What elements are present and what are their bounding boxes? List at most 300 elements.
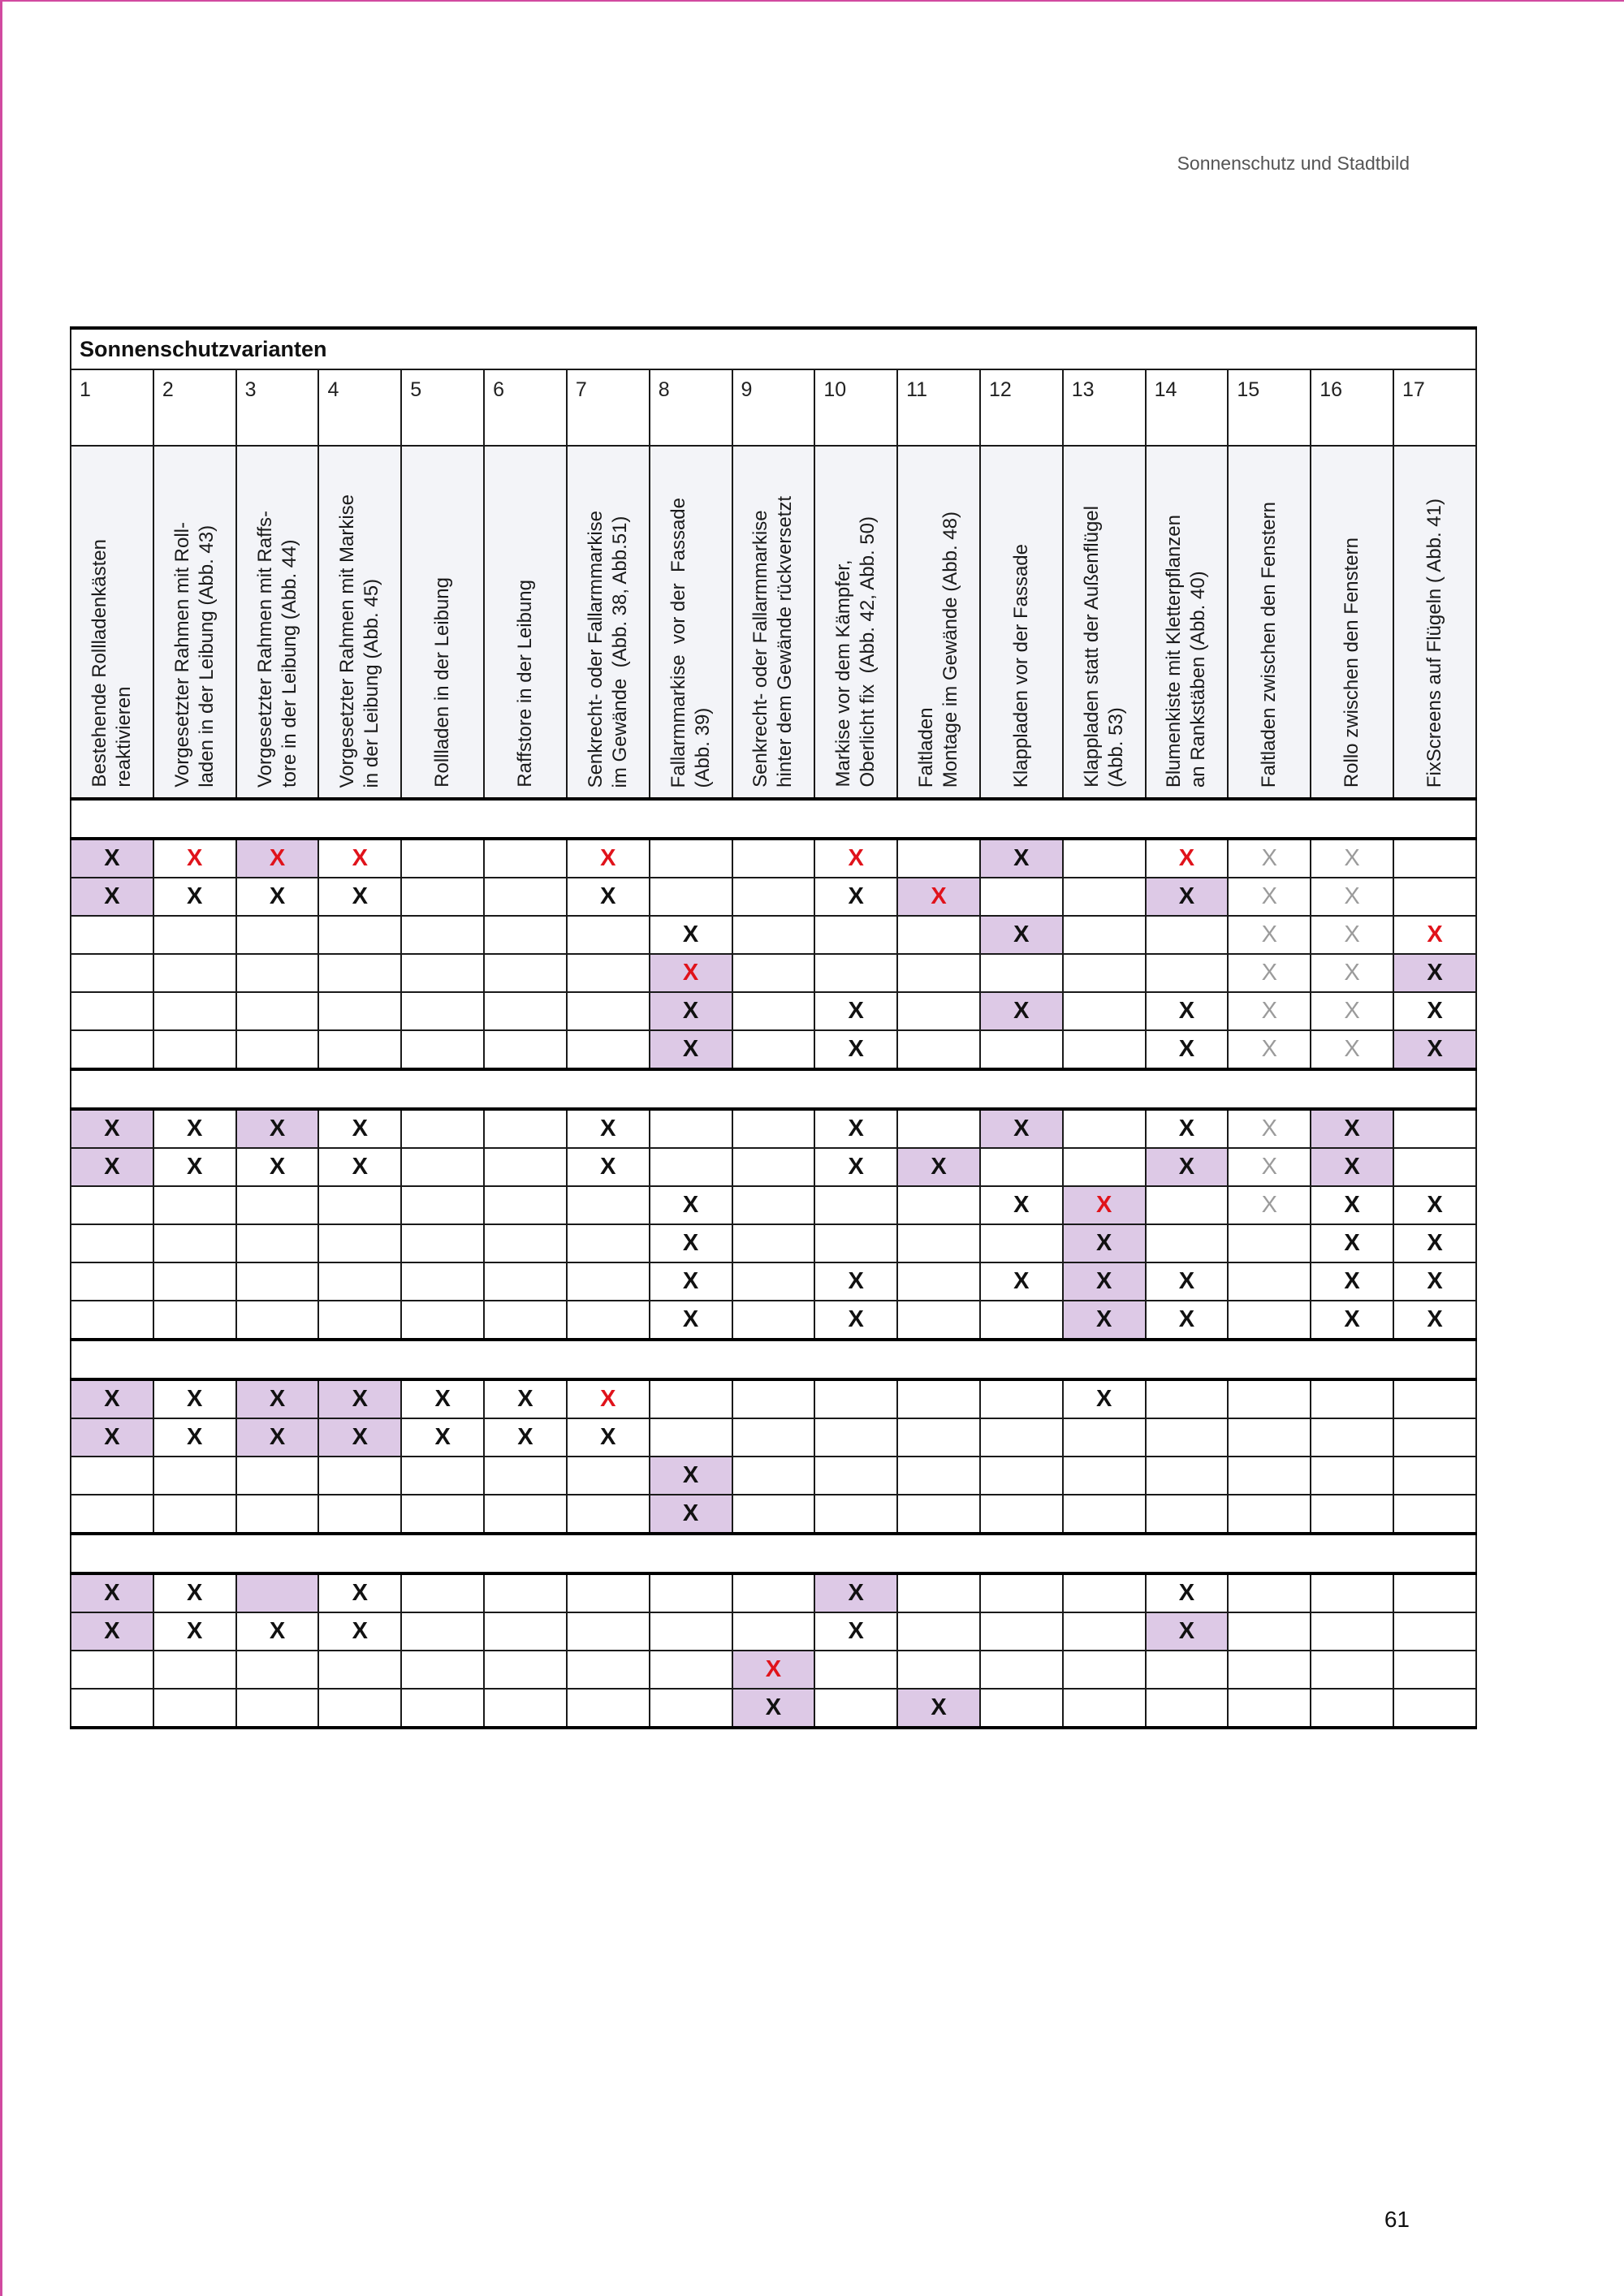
matrix-cell: [153, 1612, 236, 1651]
x-mark: X: [1261, 1036, 1277, 1062]
matrix-cell: [318, 1148, 401, 1186]
column-label: Faltladen zwischen den Fenstern: [1258, 501, 1281, 788]
matrix-cell: [1228, 878, 1311, 916]
column-label: Senkrecht- oder Fallarmmarkise im Gewände (Abb. 38, Abb.51): [584, 510, 631, 788]
matrix-cell: [236, 839, 319, 878]
matrix-cell: [1393, 992, 1476, 1030]
matrix-cell: [318, 1030, 401, 1069]
matrix-cell: [980, 916, 1063, 954]
matrix-cell: [897, 954, 980, 992]
matrix-cell: [567, 878, 650, 916]
matrix-cell: [980, 1418, 1063, 1457]
matrix-cell: [401, 1301, 484, 1340]
table-row: [71, 1148, 1476, 1186]
matrix-cell: [1393, 1457, 1476, 1495]
x-mark: X: [682, 1462, 699, 1488]
x-mark: X: [1427, 960, 1443, 986]
x-mark: X: [1344, 1116, 1360, 1142]
column-label-cell: [236, 446, 319, 799]
x-mark: X: [682, 921, 699, 947]
matrix-cell: [980, 878, 1063, 916]
x-mark: X: [104, 1580, 120, 1606]
matrix-cell: [236, 1573, 319, 1612]
matrix-cell: [401, 1109, 484, 1148]
matrix-cell: [236, 1612, 319, 1651]
column-label: Fallarmmarkise vor der Fassade (Abb. 39): [667, 497, 714, 788]
matrix-cell: [567, 916, 650, 954]
x-mark: X: [1178, 845, 1195, 871]
matrix-cell: [401, 1030, 484, 1069]
matrix-cell: [1146, 1689, 1229, 1728]
matrix-cell: [401, 878, 484, 916]
column-number: 16: [1311, 369, 1393, 446]
x-mark: X: [104, 1154, 120, 1180]
matrix-cell: [1311, 1148, 1393, 1186]
table-row: [71, 1262, 1476, 1301]
x-mark: X: [600, 1154, 616, 1180]
matrix-cell: [1146, 1186, 1229, 1224]
matrix-cell: [1146, 1612, 1229, 1651]
column-label: Vorgesetzter Rahmen mit Roll- laden in der Leibung (Abb. 43): [171, 522, 218, 788]
column-label-cell: [153, 446, 236, 799]
matrix-cell: [71, 1573, 153, 1612]
matrix-cell: [1228, 1224, 1311, 1262]
matrix-cell: [1063, 1109, 1146, 1148]
matrix-cell: [732, 1612, 815, 1651]
x-mark: X: [352, 1386, 369, 1412]
matrix-cell: [1228, 1651, 1311, 1689]
column-label-cell: [814, 446, 897, 799]
matrix-cell: [153, 1262, 236, 1301]
matrix-cell: [71, 1301, 153, 1340]
matrix-cell: [897, 1186, 980, 1224]
matrix-cell: [567, 1379, 650, 1418]
matrix-cell: [980, 1651, 1063, 1689]
table-title-row: [71, 328, 1476, 369]
matrix-cell: [732, 878, 815, 916]
x-mark: X: [1178, 1268, 1195, 1294]
group-separator: [71, 1534, 1476, 1573]
matrix-cell: [650, 1573, 732, 1612]
matrix-cell: [401, 1573, 484, 1612]
table-row: [71, 1224, 1476, 1262]
matrix-cell: [732, 1379, 815, 1418]
matrix-cell: [732, 1148, 815, 1186]
x-mark: X: [1344, 998, 1360, 1024]
matrix-cell: [1393, 1224, 1476, 1262]
matrix-cell: [1311, 1030, 1393, 1069]
matrix-cell: [1393, 1186, 1476, 1224]
matrix-cell: [650, 954, 732, 992]
matrix-cell: [71, 1457, 153, 1495]
x-mark: X: [269, 845, 286, 871]
matrix-cell: [1311, 1109, 1393, 1148]
matrix-cell: [1393, 1612, 1476, 1651]
matrix-cell: [1063, 1379, 1146, 1418]
matrix-cell: [1228, 1379, 1311, 1418]
x-mark: X: [600, 883, 616, 909]
x-mark: X: [682, 960, 699, 986]
x-mark: X: [434, 1386, 451, 1412]
matrix-cell: [567, 1224, 650, 1262]
matrix-cell: [980, 1301, 1063, 1340]
x-mark: X: [104, 1386, 120, 1412]
matrix-cell: [1311, 1186, 1393, 1224]
matrix-cell: [401, 1651, 484, 1689]
x-mark: X: [1013, 921, 1030, 947]
matrix-cell: [980, 992, 1063, 1030]
x-mark: X: [104, 845, 120, 871]
table-row: [71, 1379, 1476, 1418]
column-label-cell: [980, 446, 1063, 799]
x-mark: X: [269, 1618, 286, 1644]
matrix-cell: [236, 1030, 319, 1069]
matrix-cell: [897, 1573, 980, 1612]
matrix-cell: [897, 1651, 980, 1689]
matrix-cell: [318, 954, 401, 992]
matrix-cell: [484, 1224, 567, 1262]
x-mark: X: [600, 1424, 616, 1450]
table-row: [71, 1689, 1476, 1728]
matrix-cell: [814, 1495, 897, 1534]
x-mark: X: [352, 845, 369, 871]
x-mark: X: [1427, 1230, 1443, 1256]
x-mark: X: [848, 998, 864, 1024]
matrix-cell: [1228, 1262, 1311, 1301]
matrix-cell: [980, 1262, 1063, 1301]
matrix-cell: [71, 1379, 153, 1418]
matrix-cell: [71, 992, 153, 1030]
matrix-cell: [732, 1651, 815, 1689]
x-mark: X: [1095, 1268, 1112, 1294]
matrix-cell: [897, 878, 980, 916]
matrix-cell: [318, 1186, 401, 1224]
table-title: Sonnenschutzvarianten: [71, 328, 1476, 369]
column-label: Blumenkiste mit Kletterpflanzen an Rankstäben (Abb. 40): [1163, 514, 1210, 788]
column-number: 5: [401, 369, 484, 446]
matrix-cell: [1228, 1186, 1311, 1224]
x-mark: X: [600, 1116, 616, 1142]
matrix-cell: [484, 1030, 567, 1069]
x-mark: X: [1427, 1192, 1443, 1218]
column-number: 13: [1063, 369, 1146, 446]
column-label: Rollo zwischen den Fenstern: [1341, 537, 1363, 788]
column-label: Klappladen vor der Fassade: [1009, 543, 1032, 788]
matrix-cell: [650, 1495, 732, 1534]
matrix-cell: [484, 1148, 567, 1186]
matrix-cell: [1228, 1301, 1311, 1340]
matrix-cell: [153, 1030, 236, 1069]
column-number: 11: [897, 369, 980, 446]
matrix-cell: [567, 1148, 650, 1186]
matrix-cell: [1146, 992, 1229, 1030]
matrix-cell: [236, 1651, 319, 1689]
matrix-cell: [318, 992, 401, 1030]
column-label-cell: [567, 446, 650, 799]
x-mark: X: [352, 1618, 369, 1644]
x-mark: X: [931, 1694, 947, 1720]
matrix-cell: [814, 1224, 897, 1262]
matrix-cell: [236, 878, 319, 916]
matrix-cell: [1228, 1612, 1311, 1651]
x-mark: X: [848, 1268, 864, 1294]
matrix-cell: [153, 1495, 236, 1534]
matrix-cell: [484, 878, 567, 916]
x-mark: X: [187, 845, 203, 871]
x-mark: X: [1427, 998, 1443, 1024]
running-head: Sonnenschutz und Stadtbild: [1177, 153, 1410, 174]
x-mark: X: [1344, 1230, 1360, 1256]
matrix-cell: [401, 992, 484, 1030]
matrix-cell: [318, 916, 401, 954]
matrix-cell: [1146, 1573, 1229, 1612]
x-mark: X: [600, 845, 616, 871]
matrix-cell: [1063, 1495, 1146, 1534]
matrix-cell: [318, 1379, 401, 1418]
x-mark: X: [1344, 1154, 1360, 1180]
x-mark: X: [269, 1116, 286, 1142]
table-row: [71, 1573, 1476, 1612]
matrix-cell: [1146, 1148, 1229, 1186]
matrix-cell: [1146, 839, 1229, 878]
x-mark: X: [848, 1618, 864, 1644]
matrix-cell: [814, 878, 897, 916]
matrix-cell: [567, 954, 650, 992]
x-mark: X: [1013, 998, 1030, 1024]
matrix-cell: [1393, 878, 1476, 916]
matrix-cell: [484, 1689, 567, 1728]
x-mark: X: [848, 845, 864, 871]
x-mark: X: [269, 1424, 286, 1450]
matrix-cell: [236, 1495, 319, 1534]
table-row: [71, 839, 1476, 878]
matrix-cell: [732, 1109, 815, 1148]
matrix-cell: [484, 1651, 567, 1689]
matrix-cell: [153, 1689, 236, 1728]
matrix-cell: [567, 992, 650, 1030]
group-separator-row: [71, 1069, 1476, 1109]
matrix-cell: [1311, 1495, 1393, 1534]
matrix-cell: [1311, 1651, 1393, 1689]
matrix-cell: [1393, 839, 1476, 878]
matrix-cell: [1228, 1457, 1311, 1495]
column-label-cell: [1228, 446, 1311, 799]
x-mark: X: [600, 1386, 616, 1412]
x-mark: X: [517, 1386, 533, 1412]
matrix-cell: [153, 1224, 236, 1262]
page-edge-marker-top: [0, 0, 1624, 2]
matrix-cell: [814, 1109, 897, 1148]
matrix-cell: [484, 1301, 567, 1340]
x-mark: X: [187, 1386, 203, 1412]
matrix-cell: [71, 1418, 153, 1457]
x-mark: X: [1178, 883, 1195, 909]
table-row: [71, 916, 1476, 954]
x-mark: X: [1261, 1154, 1277, 1180]
matrix-cell: [897, 1030, 980, 1069]
matrix-cell: [1228, 1573, 1311, 1612]
matrix-cell: [650, 1109, 732, 1148]
matrix-cell: [814, 839, 897, 878]
matrix-cell: [484, 1186, 567, 1224]
x-mark: X: [517, 1424, 533, 1450]
matrix-cell: [1228, 992, 1311, 1030]
x-mark: X: [1178, 1116, 1195, 1142]
matrix-cell: [567, 1109, 650, 1148]
x-mark: X: [1095, 1386, 1112, 1412]
matrix-cell: [1393, 1573, 1476, 1612]
matrix-cell: [732, 1457, 815, 1495]
x-mark: X: [1344, 1192, 1360, 1218]
matrix-cell: [567, 1651, 650, 1689]
group-separator: [71, 1069, 1476, 1109]
matrix-cell: [1393, 1148, 1476, 1186]
matrix-cell: [318, 1224, 401, 1262]
matrix-cell: [401, 1689, 484, 1728]
matrix-cell: [1228, 916, 1311, 954]
matrix-cell: [814, 1262, 897, 1301]
x-mark: X: [269, 1154, 286, 1180]
column-label: Raffstore in der Leibung: [513, 580, 536, 788]
matrix-cell: [1228, 1030, 1311, 1069]
matrix-cell: [1393, 1030, 1476, 1069]
matrix-cell: [980, 1612, 1063, 1651]
matrix-cell: [814, 916, 897, 954]
matrix-cell: [236, 1109, 319, 1148]
table-row: [71, 1030, 1476, 1069]
x-mark: X: [1427, 1306, 1443, 1332]
matrix-cell: [484, 839, 567, 878]
x-mark: X: [1013, 1116, 1030, 1142]
matrix-cell: [484, 1495, 567, 1534]
matrix-cell: [1146, 1301, 1229, 1340]
matrix-cell: [980, 1148, 1063, 1186]
matrix-cell: [1063, 1651, 1146, 1689]
matrix-cell: [484, 1109, 567, 1148]
matrix-cell: [1146, 1262, 1229, 1301]
matrix-cell: [401, 1418, 484, 1457]
matrix-cell: [980, 1186, 1063, 1224]
matrix-cell: [1311, 1379, 1393, 1418]
matrix-cell: [732, 916, 815, 954]
matrix-cell: [897, 1379, 980, 1418]
matrix-cell: [153, 1573, 236, 1612]
matrix-cell: [1063, 1262, 1146, 1301]
column-number: 14: [1146, 369, 1229, 446]
matrix-cell: [71, 878, 153, 916]
matrix-cell: [401, 1186, 484, 1224]
matrix-cell: [401, 954, 484, 992]
matrix-cell: [1393, 1651, 1476, 1689]
x-mark: X: [187, 1116, 203, 1142]
table-row: [71, 1457, 1476, 1495]
matrix-cell: [1063, 1148, 1146, 1186]
matrix-cell: [401, 839, 484, 878]
matrix-cell: [1146, 1651, 1229, 1689]
x-mark: X: [187, 1618, 203, 1644]
column-label-cell: [318, 446, 401, 799]
matrix-cell: [401, 1148, 484, 1186]
x-mark: X: [1344, 1306, 1360, 1332]
matrix-cell: [1228, 1148, 1311, 1186]
matrix-cell: [153, 992, 236, 1030]
x-mark: X: [269, 883, 286, 909]
matrix-cell: [650, 1418, 732, 1457]
page-number: 61: [1384, 2207, 1410, 2232]
matrix-cell: [814, 1301, 897, 1340]
matrix-cell: [567, 1262, 650, 1301]
x-mark: X: [352, 883, 369, 909]
matrix-cell: [567, 1418, 650, 1457]
matrix-cell: [567, 1495, 650, 1534]
matrix-cell: [1063, 1418, 1146, 1457]
matrix-cell: [236, 954, 319, 992]
column-number: 12: [980, 369, 1063, 446]
matrix-cell: [71, 1224, 153, 1262]
matrix-cell: [897, 1301, 980, 1340]
table-row: [71, 878, 1476, 916]
matrix-cell: [318, 1457, 401, 1495]
matrix-cell: [1393, 1301, 1476, 1340]
matrix-cell: [980, 1030, 1063, 1069]
column-label: Bestehende Rollladenkästen reaktivieren: [88, 539, 135, 788]
matrix-cell: [980, 1224, 1063, 1262]
matrix-cell: [1311, 878, 1393, 916]
matrix-cell: [897, 992, 980, 1030]
matrix-cell: [650, 1224, 732, 1262]
matrix-cell: [1393, 916, 1476, 954]
matrix-cell: [484, 1457, 567, 1495]
table-row: [71, 1186, 1476, 1224]
matrix-cell: [650, 878, 732, 916]
matrix-cell: [650, 839, 732, 878]
matrix-cell: [1393, 1495, 1476, 1534]
x-mark: X: [1261, 1192, 1277, 1218]
column-label-cell: [484, 446, 567, 799]
column-label-cell: [732, 446, 815, 799]
matrix-cell: [1311, 839, 1393, 878]
matrix-cell: [236, 1262, 319, 1301]
matrix-cell: [1063, 1689, 1146, 1728]
x-mark: X: [682, 1268, 699, 1294]
x-mark: X: [682, 1192, 699, 1218]
column-label-cell: [1146, 446, 1229, 799]
table-row: [71, 1301, 1476, 1340]
matrix-cell: [1311, 954, 1393, 992]
matrix-cell: [897, 1612, 980, 1651]
matrix-cell: [401, 1457, 484, 1495]
matrix-cell: [401, 1612, 484, 1651]
matrix-cell: [1063, 1301, 1146, 1340]
column-label: Rollladen in der Leibung: [431, 577, 454, 788]
matrix-cell: [732, 992, 815, 1030]
x-mark: X: [104, 1424, 120, 1450]
matrix-cell: [1393, 954, 1476, 992]
matrix-cell: [732, 1030, 815, 1069]
matrix-cell: [814, 1612, 897, 1651]
column-label: Klappladen statt der Außenflügel (Abb. 53): [1080, 506, 1127, 788]
matrix-cell: [153, 839, 236, 878]
matrix-cell: [153, 1651, 236, 1689]
matrix-cell: [897, 916, 980, 954]
matrix-cell: [153, 1418, 236, 1457]
matrix-cell: [236, 1379, 319, 1418]
x-mark: X: [765, 1656, 782, 1682]
matrix-cell: [1063, 1457, 1146, 1495]
column-number: 10: [814, 369, 897, 446]
x-mark: X: [1344, 921, 1360, 947]
group-separator: [71, 1340, 1476, 1379]
